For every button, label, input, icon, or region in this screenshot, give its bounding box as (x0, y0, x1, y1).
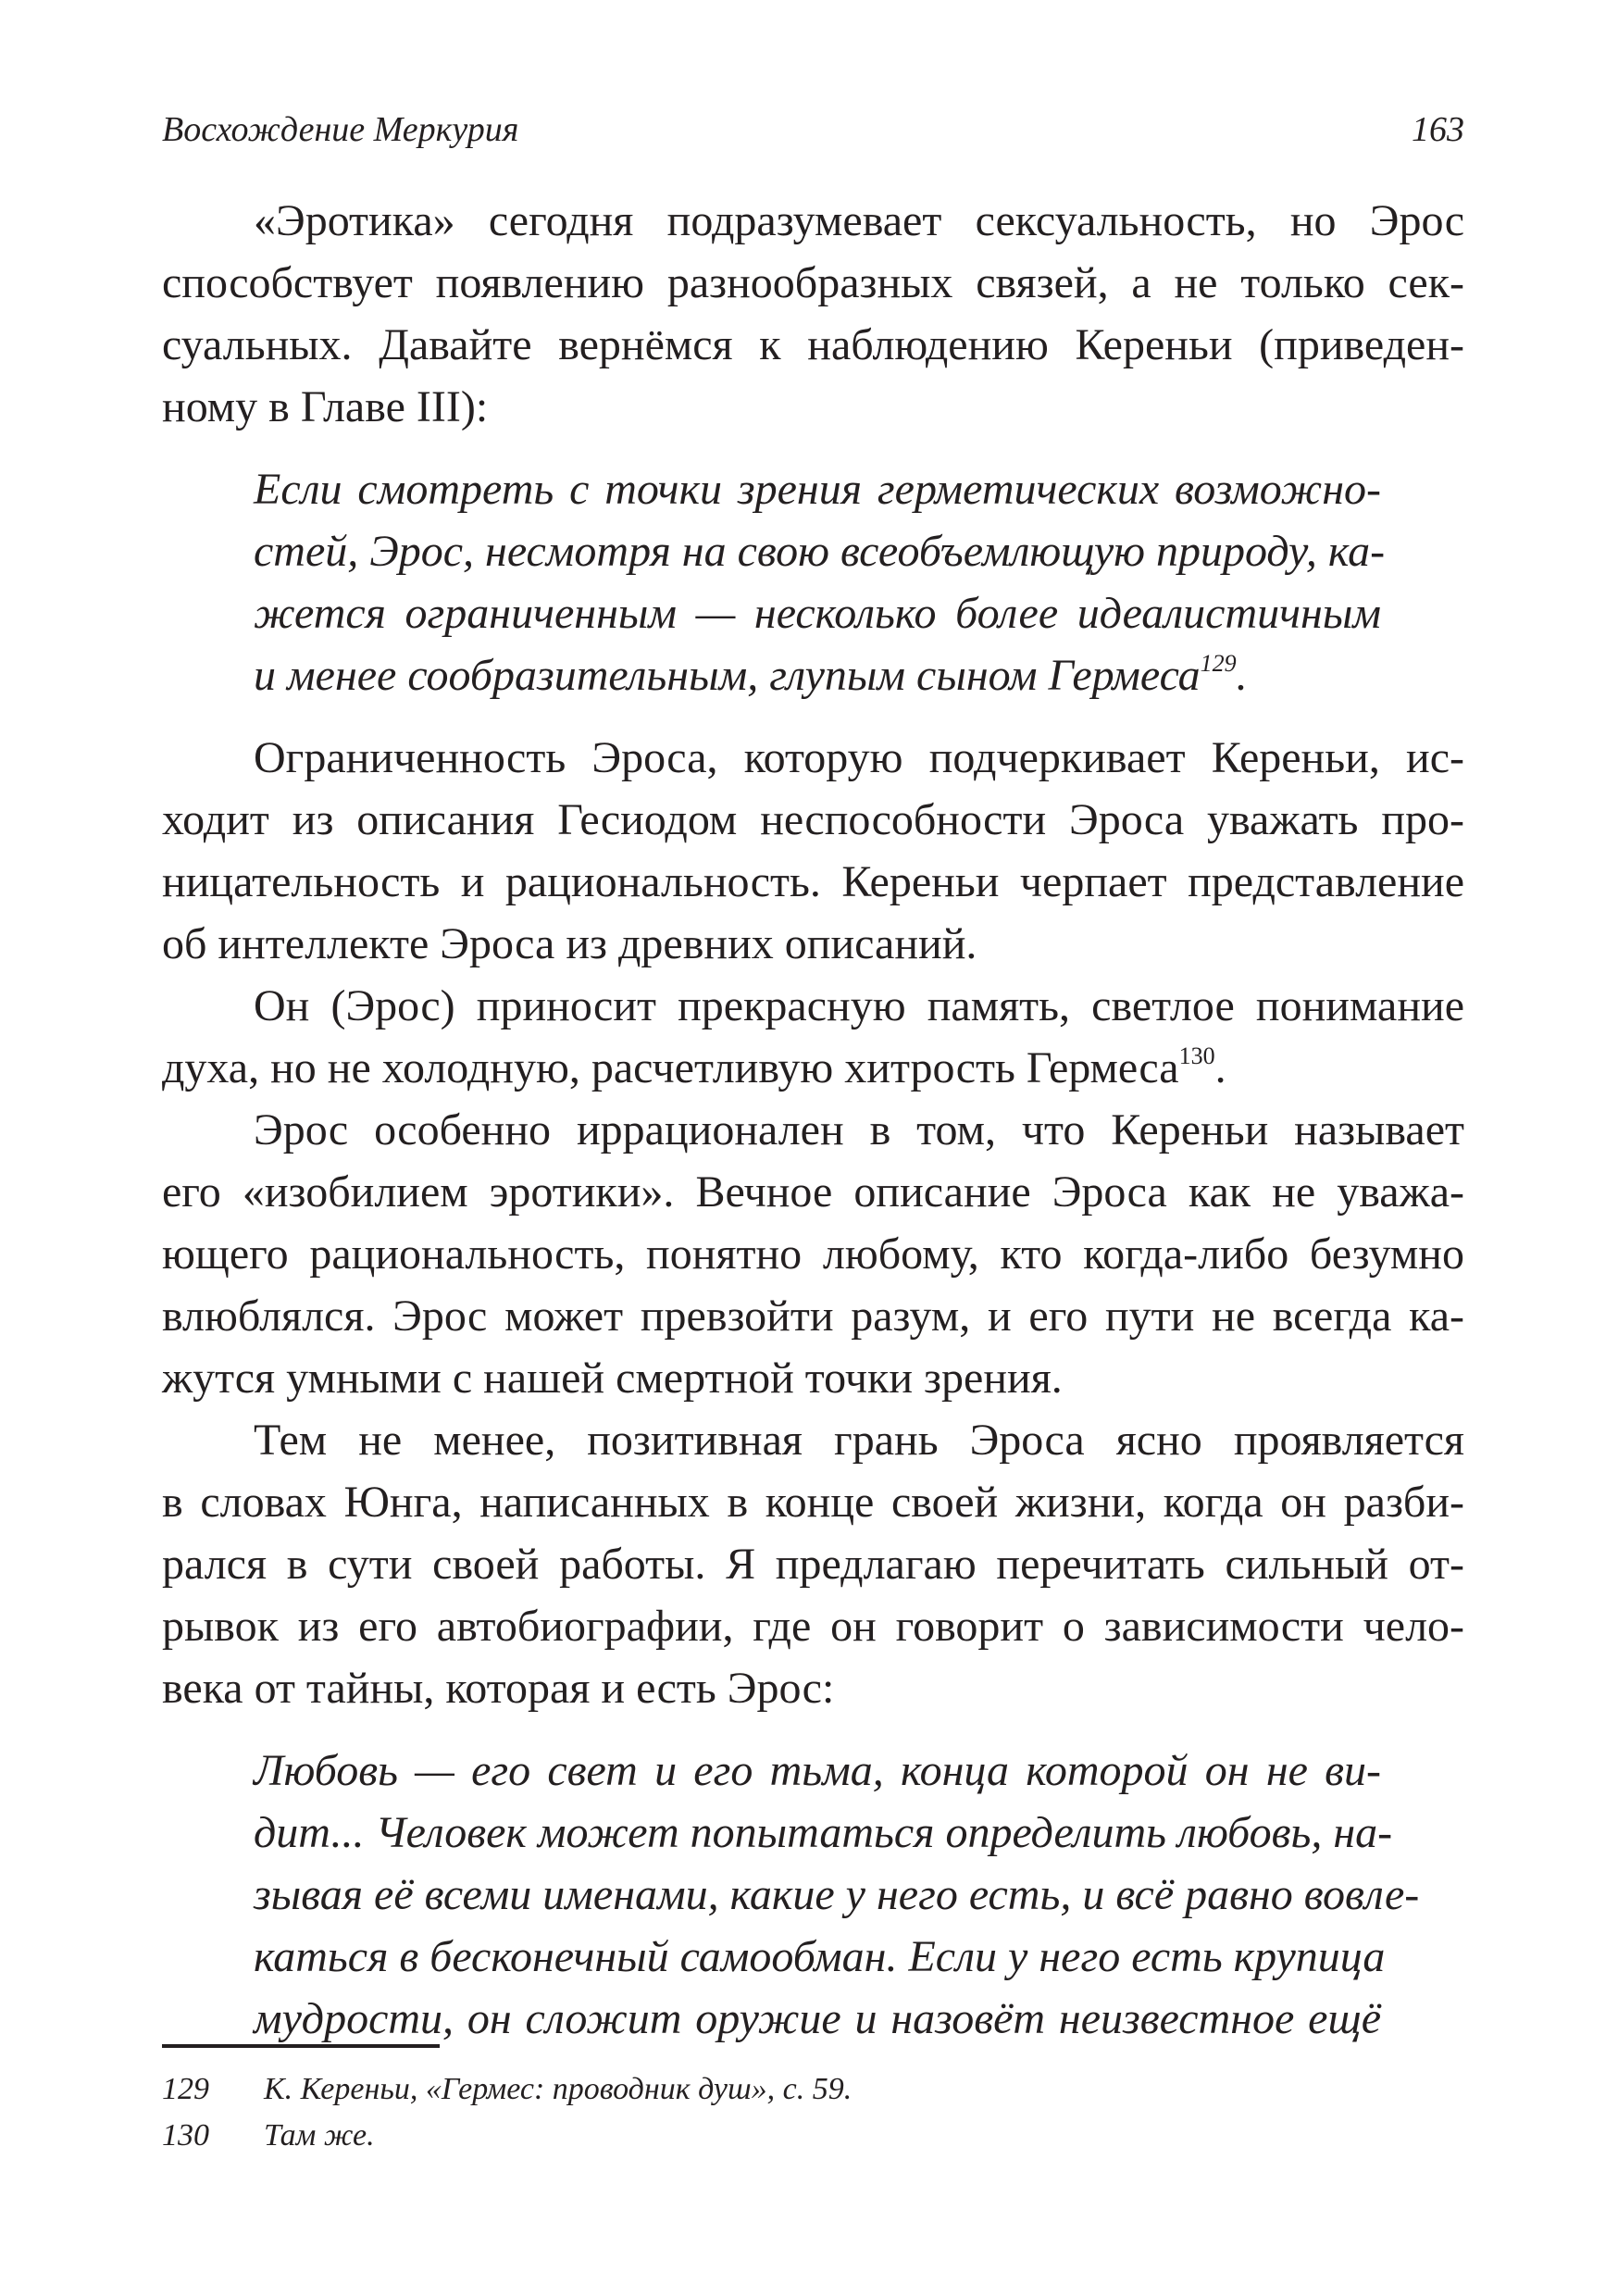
text-line: Он (Эрос) приносит прекрасную память, светлое понимание (254, 981, 1464, 1030)
text-line: способствует появлению разнообразных связей, а не только сек- (162, 258, 1464, 307)
text-line: влюблялся. Эрос может превзойти разум, и его пути не всегда ка- (162, 1292, 1464, 1341)
quote-end-punct: . (1236, 651, 1248, 700)
text-line: ходит из описания Гесиодом неспособности Эроса уважать про- (162, 795, 1464, 844)
text-line: жутся умными с нашей смертной точки зрения. (162, 1354, 1063, 1403)
quote-line: зывая её всеми именами, какие у него есть, и всё равно вовле- (254, 1870, 1420, 1919)
text-line: Ограниченность Эроса, которую подчеркивает Кереньи, ис- (254, 733, 1464, 782)
text-line: его «изобилием эротики». Вечное описание Эроса как не уважа- (162, 1167, 1464, 1217)
footnote-divider (162, 2044, 440, 2048)
text-line: рался в сути своей работы. Я предлагаю перечитать сильный от- (162, 1540, 1464, 1589)
text-line: Тем не менее, позитивная грань Эроса ясно проявляется (254, 1416, 1464, 1465)
text-span: духа, но не холодную, расчетливую хитрость Гермеса (162, 1043, 1179, 1092)
quote-line: Любовь — его свет и его тьма, конца которой он не ви- (254, 1746, 1381, 1795)
footnote-text: К. Кереньи, «Гермес: проводник душ», с. 59. (264, 2072, 853, 2106)
text-line: ющего рациональность, понятно любому, кто когда-либо безумно (162, 1229, 1464, 1279)
running-head (162, 109, 1464, 156)
footnote-ref[interactable]: 130 (1178, 1042, 1215, 1069)
footnotes (162, 2066, 1464, 2159)
text-line: об интеллекте Эроса из древних описаний. (162, 919, 977, 968)
text-line: века от тайны, которая и есть Эрос: (162, 1664, 835, 1713)
text-line: в словах Юнга, написанных в конце своей жизни, когда он разби- (162, 1478, 1464, 1527)
quote-line-last (162, 644, 1464, 706)
end-punct: . (1214, 1043, 1226, 1092)
main-text (162, 190, 1464, 2050)
quote-text: и менее сообразительным, глупым сыном Гермеса (254, 651, 1201, 700)
text-line-last (162, 1037, 1464, 1099)
quote-line: дит... Человек может попытаться определить любовь, на- (254, 1808, 1393, 1857)
text-line: Эрос особенно иррационален в том, что Кереньи называет (254, 1105, 1464, 1154)
footnote-number: 129 (162, 2072, 209, 2106)
quote-line: Если смотреть с точки зрения герметических возможно- (254, 465, 1381, 514)
text-line: ному в Главе III): (162, 382, 489, 431)
text-line: суальных. Давайте вернёмся к наблюдению Кереньи (приведен- (162, 320, 1464, 369)
running-title: Восхождение Меркурия (162, 110, 519, 149)
quote-line: стей, Эрос, несмотря на свою всеобъемлющую природу, ка- (254, 527, 1386, 576)
quote-line: мудрости, он сложит оружие и назовёт неизвестное ещё (254, 1994, 1381, 2043)
text-line: рывок из его автобиографии, где он говорит о зависимости чело- (162, 1602, 1464, 1651)
text-line: ницательность и рациональность. Кереньи черпает представление (162, 857, 1464, 906)
page-number: 163 (1412, 110, 1464, 149)
footnote (162, 2113, 1464, 2159)
footnote (162, 2066, 1464, 2113)
text-line: «Эротика» сегодня подразумевает сексуальность, но Эрос (254, 196, 1464, 245)
footnote-text: Там же. (264, 2118, 375, 2152)
quote-line: каться в бесконечный самообман. Если у него есть крупица (254, 1932, 1386, 1981)
footnote-number: 130 (162, 2118, 209, 2152)
quote-line: жется ограниченным — несколько более идеалистичным (254, 589, 1381, 638)
footnote-ref[interactable]: 129 (1200, 650, 1237, 677)
